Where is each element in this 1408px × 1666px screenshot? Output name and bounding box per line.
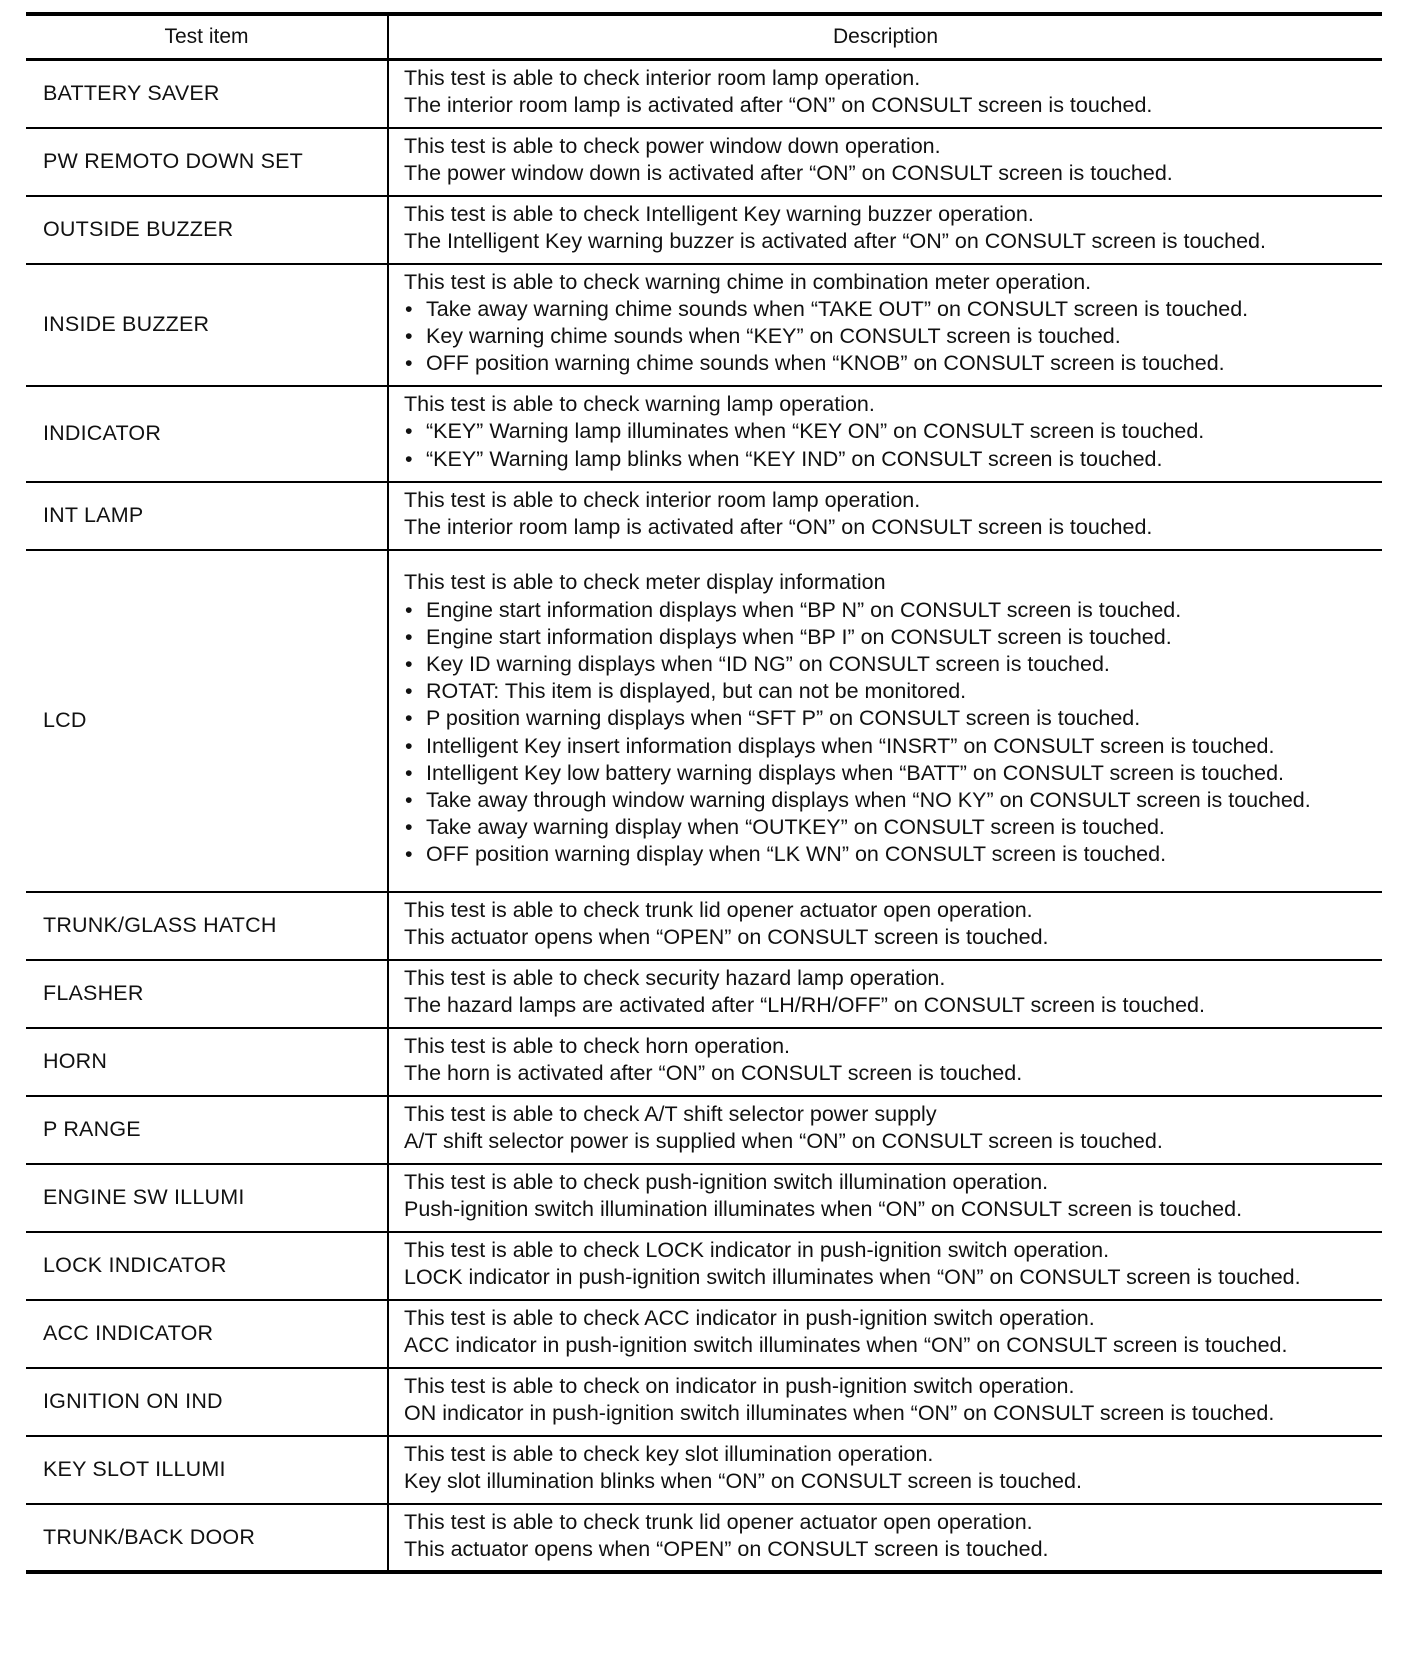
description-cell <box>388 482 1382 550</box>
table-row-flasher <box>26 960 1382 1028</box>
description-cell <box>388 1368 1382 1436</box>
description-bullet: • “KEY” Warning lamp blinks when “KEY IND” on CONSULT screen is touched. <box>404 446 1376 473</box>
description-bullet: • ROTAT: This item is displayed, but can not be monitored. <box>404 678 1376 705</box>
description-cell <box>388 1504 1382 1572</box>
description-cell <box>388 196 1382 264</box>
description-line: This actuator opens when “OPEN” on CONSULT screen is touched. <box>404 1536 1049 1561</box>
description-cell <box>388 128 1382 196</box>
description-line: ON indicator in push-ignition switch illuminates when “ON” on CONSULT screen is touched. <box>404 1401 1275 1425</box>
test-item-cell: OUTSIDE BUZZER <box>26 196 388 264</box>
description-line: ACC indicator in push-ignition switch illuminates when “ON” on CONSULT screen is touched. <box>404 1333 1288 1357</box>
description-line: This test is able to check meter display information <box>404 570 886 595</box>
test-item-cell: KEY SLOT ILLUMI <box>26 1436 388 1504</box>
description-cell <box>388 1232 1382 1300</box>
description-bullet: • OFF position warning display when “LK WN” on CONSULT screen is touched. <box>404 841 1376 868</box>
description-cell <box>388 1436 1382 1504</box>
test-item-cell: TRUNK/BACK DOOR <box>26 1504 388 1572</box>
test-item-cell: LCD <box>26 550 388 892</box>
table-row-horn <box>26 1028 1382 1096</box>
description-line: This actuator opens when “OPEN” on CONSULT screen is touched. <box>404 925 1049 949</box>
description-line: This test is able to check Intelligent Key warning buzzer operation. <box>404 201 1034 226</box>
description-line: This test is able to check warning lamp operation. <box>404 392 875 417</box>
table-row-int-lamp <box>26 482 1382 550</box>
description-line: This test is able to check trunk lid opener actuator open operation. <box>404 897 1033 922</box>
test-item-cell: P RANGE <box>26 1096 388 1164</box>
description-line: Push-ignition switch illumination illuminates when “ON” on CONSULT screen is touched. <box>404 1197 1243 1221</box>
description-line: This test is able to check security hazard lamp operation. <box>404 965 946 990</box>
table-row-engine-sw-illumi <box>26 1164 1382 1232</box>
table-header-row <box>26 14 1382 60</box>
test-item-cell: BATTERY SAVER <box>26 60 388 128</box>
description-line: This test is able to check interior room lamp operation. <box>404 487 921 512</box>
table-row-lcd <box>26 550 1382 892</box>
description-cell <box>388 60 1382 128</box>
description-bullet: • Take away through window warning displays when “NO KY” on CONSULT screen is touched. <box>404 787 1376 814</box>
description-line: This test is able to check interior room lamp operation. <box>404 66 921 91</box>
test-item-cell: IGNITION ON IND <box>26 1368 388 1436</box>
description-line: This test is able to check horn operation. <box>404 1033 791 1058</box>
test-item-cell: INT LAMP <box>26 482 388 550</box>
description-line: The power window down is activated after “ON” on CONSULT screen is touched. <box>404 161 1173 185</box>
description-cell <box>388 1164 1382 1232</box>
test-item-cell: INSIDE BUZZER <box>26 264 388 386</box>
description-bullet: • P position warning displays when “SFT P” on CONSULT screen is touched. <box>404 705 1376 732</box>
table-row-trunk-back-door <box>26 1504 1382 1572</box>
description-line: LOCK indicator in push-ignition switch illuminates when “ON” on CONSULT screen is touched. <box>404 1265 1301 1289</box>
test-item-cell: HORN <box>26 1028 388 1096</box>
description-line: This test is able to check A/T shift selector power supply <box>404 1101 937 1126</box>
table-row-outside-buzzer <box>26 196 1382 264</box>
description-bullet: • Take away warning display when “OUTKEY” on CONSULT screen is touched. <box>404 814 1376 841</box>
description-cell <box>388 386 1382 482</box>
description-line: The horn is activated after “ON” on CONSULT screen is touched. <box>404 1061 1023 1085</box>
table-row-indicator <box>26 386 1382 482</box>
description-line: This test is able to check ACC indicator in push-ignition switch operation. <box>404 1305 1095 1330</box>
description-line: This test is able to check LOCK indicator in push-ignition switch operation. <box>404 1237 1110 1262</box>
description-cell <box>388 550 1382 892</box>
description-line: This test is able to check trunk lid opener actuator open operation. <box>404 1509 1033 1534</box>
description-line: This test is able to check power window down operation. <box>404 133 941 158</box>
description-cell <box>388 1028 1382 1096</box>
test-item-cell: FLASHER <box>26 960 388 1028</box>
description-line: The interior room lamp is activated after “ON” on CONSULT screen is touched. <box>404 93 1153 118</box>
table-row-acc-indicator <box>26 1300 1382 1368</box>
description-line: This test is able to check key slot illumination operation. <box>404 1441 934 1466</box>
description-bullet: • Key ID warning displays when “ID NG” on CONSULT screen is touched. <box>404 651 1376 678</box>
table-row-inside-buzzer <box>26 264 1382 386</box>
description-bullet: • Key warning chime sounds when “KEY” on CONSULT screen is touched. <box>404 323 1376 350</box>
table-body <box>26 60 1382 1572</box>
table-row-trunk-glass-hatch <box>26 892 1382 960</box>
header-test-item: Test item <box>26 14 388 60</box>
description-line: Key slot illumination blinks when “ON” on CONSULT screen is touched. <box>404 1469 1082 1493</box>
description-bullet: • Intelligent Key low battery warning displays when “BATT” on CONSULT screen is touched. <box>404 760 1376 787</box>
description-cell <box>388 960 1382 1028</box>
description-bullet: • Engine start information displays when “BP I” on CONSULT screen is touched. <box>404 624 1376 651</box>
test-item-table <box>26 12 1382 1574</box>
description-bullet: • Engine start information displays when “BP N” on CONSULT screen is touched. <box>404 597 1376 624</box>
test-item-cell: TRUNK/GLASS HATCH <box>26 892 388 960</box>
description-line: The hazard lamps are activated after “LH/RH/OFF” on CONSULT screen is touched. <box>404 993 1205 1017</box>
description-bullet: • OFF position warning chime sounds when “KNOB” on CONSULT screen is touched. <box>404 350 1376 377</box>
description-cell <box>388 892 1382 960</box>
table-row-p-range <box>26 1096 1382 1164</box>
test-item-cell: INDICATOR <box>26 386 388 482</box>
description-line: This test is able to check warning chime in combination meter operation. <box>404 269 1092 294</box>
table-row-ignition-on-ind <box>26 1368 1382 1436</box>
description-line: This test is able to check on indicator in push-ignition switch operation. <box>404 1373 1075 1398</box>
description-line: This test is able to check push-ignition switch illumination operation. <box>404 1169 1049 1194</box>
table-row-battery-saver <box>26 60 1382 128</box>
description-line: A/T shift selector power is supplied when “ON” on CONSULT screen is touched. <box>404 1129 1163 1153</box>
table-row-pw-remoto-down-set <box>26 128 1382 196</box>
description-cell <box>388 264 1382 386</box>
test-item-cell: ENGINE SW ILLUMI <box>26 1164 388 1232</box>
description-cell <box>388 1300 1382 1368</box>
table-row-lock-indicator <box>26 1232 1382 1300</box>
test-item-cell: PW REMOTO DOWN SET <box>26 128 388 196</box>
description-bullet: • “KEY” Warning lamp illuminates when “KEY ON” on CONSULT screen is touched. <box>404 418 1376 445</box>
test-item-cell: LOCK INDICATOR <box>26 1232 388 1300</box>
description-bullet: • Take away warning chime sounds when “TAKE OUT” on CONSULT screen is touched. <box>404 296 1376 323</box>
description-cell <box>388 1096 1382 1164</box>
test-item-cell: ACC INDICATOR <box>26 1300 388 1368</box>
description-line: The Intelligent Key warning buzzer is activated after “ON” on CONSULT screen is touched. <box>404 229 1266 253</box>
description-bullet: • Intelligent Key insert information displays when “INSRT” on CONSULT screen is touched. <box>404 733 1376 760</box>
table-row-key-slot-illumi <box>26 1436 1382 1504</box>
description-line: The interior room lamp is activated after “ON” on CONSULT screen is touched. <box>404 515 1153 539</box>
header-description: Description <box>388 14 1382 60</box>
